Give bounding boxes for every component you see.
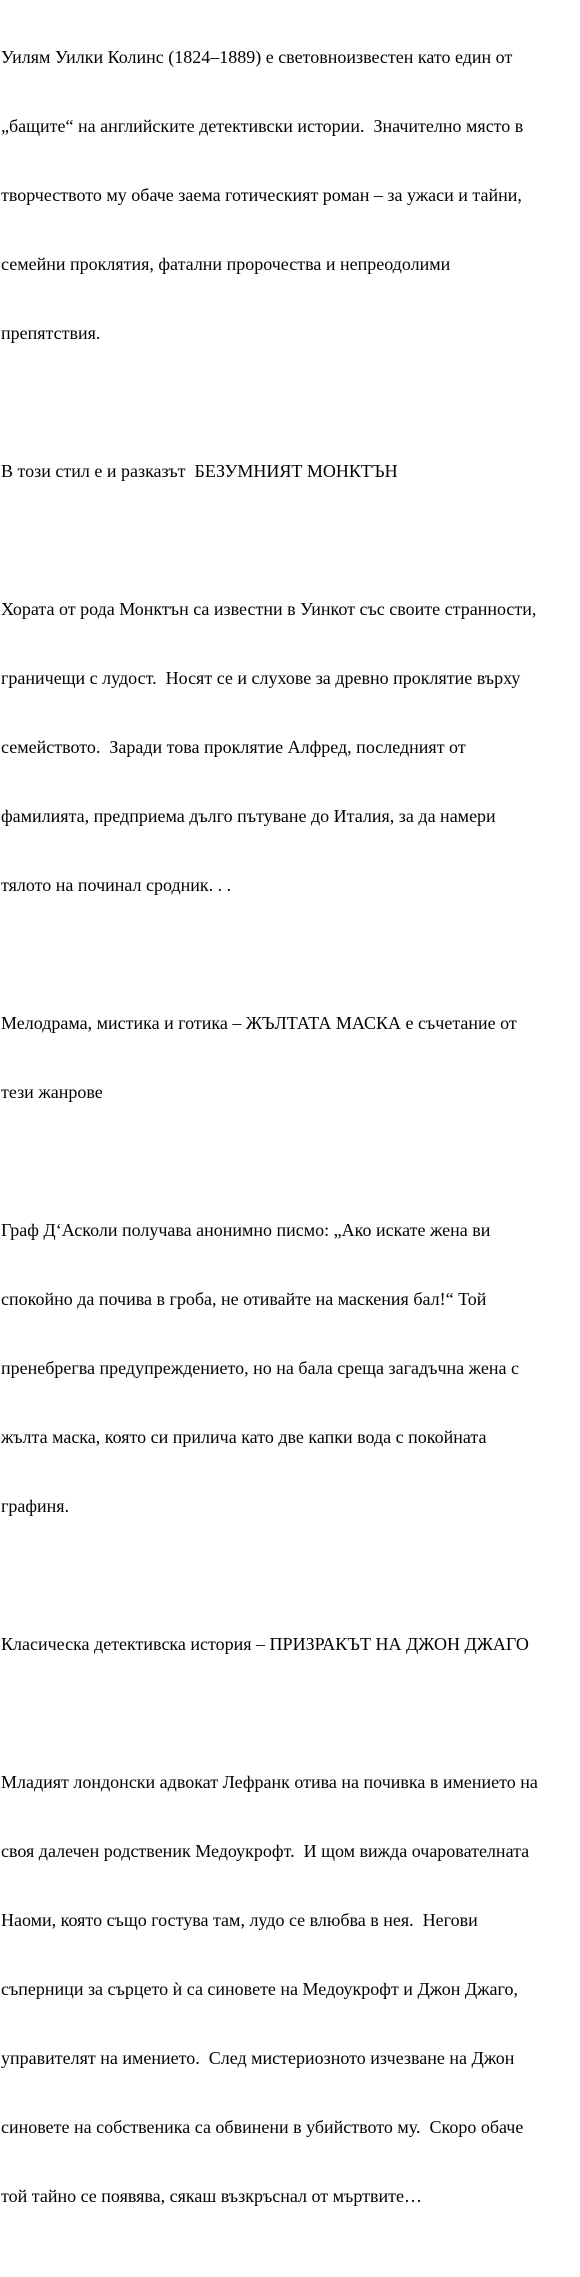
text-line: Класическа детективска история – ПРИЗРАКЪТ НА ДЖОН ДЖАГО [1,1634,529,1654]
text-line: тялото на починал сродник. . . [1,875,232,895]
paragraph-story-mad-monkton-title [1,414,580,529]
text-line: семейни проклятия, фатални пророчества и непреодолими [1,254,451,274]
text-line: Хората от рода Монктън са известни в Уинкот със своите странности, [1,599,537,619]
text-line: граничещи с лудост. Носят се и слухове за древно проклятие върху [1,668,521,688]
text-line: препятствия. [1,323,101,343]
document-body [1,0,580,2277]
text-line: жълта маска, която си прилича като две капки вода с покойната [1,1427,487,1447]
text-line: Наоми, която също гостува там, лудо се влюбва в нея. Негови [1,1910,478,1930]
text-line: „бащите“ на английските детективски истории. Значително място в [1,116,524,136]
paragraph-story-yellow-mask-summary [1,1173,580,1564]
text-line: творчеството му обаче заема готическият роман – за ужаси и тайни, [1,185,522,205]
text-line: графиня. [1,1496,70,1516]
text-line: управителят на имението. След мистериозното изчезване на Джон [1,2048,515,2068]
text-line: своя далечен родственик Медоукрофт. И щом вижда очарователната [1,1841,530,1861]
text-line: съперници за сърцето ѝ са синовете на Медоукрофт и Джон Джаго, [1,1979,518,1999]
paragraph-story-mad-monkton-summary [1,552,580,943]
text-line: той тайно се появява, сякаш възкръснал от мъртвите… [1,2186,422,2206]
text-line: семейството. Заради това проклятие Алфред, последният от [1,737,466,757]
text-line: Мелодрама, мистика и готика – ЖЪЛТАТА МАСКА е съчетание от [1,1013,517,1033]
text-line: синовете на собственика са обвинени в убийството му. Скоро обаче [1,2117,524,2137]
text-line: Младият лондонски адвокат Лефранк отива на почивка в имението на [1,1772,538,1792]
text-line: тези жанрове [1,1082,103,1102]
paragraph-story-yellow-mask-title [1,966,580,1150]
text-line: Граф Д‘Асколи получава анонимно писмо: „Ако искате жена ви [1,1220,491,1240]
text-line: спокойно да почива в гроба, не отивайте на маскения бал!“ Той [1,1289,487,1309]
paragraph-story-john-jago-title [1,1587,580,1702]
text-line: Уилям Уилки Колинс (1824–1889) е световноизвестен като един от [1,47,513,67]
paragraph-story-john-jago-summary [1,1725,580,2254]
text-line: В този стил е и разказът БЕЗУМНИЯТ МОНКТЪН [1,461,398,481]
paragraph-author-intro [1,0,580,391]
text-line: пренебрегва предупреждението, но на бала среща загадъчна жена с [1,1358,519,1378]
text-line: фамилията, предприема дълго пътуване до Италия, за да намери [1,806,496,826]
